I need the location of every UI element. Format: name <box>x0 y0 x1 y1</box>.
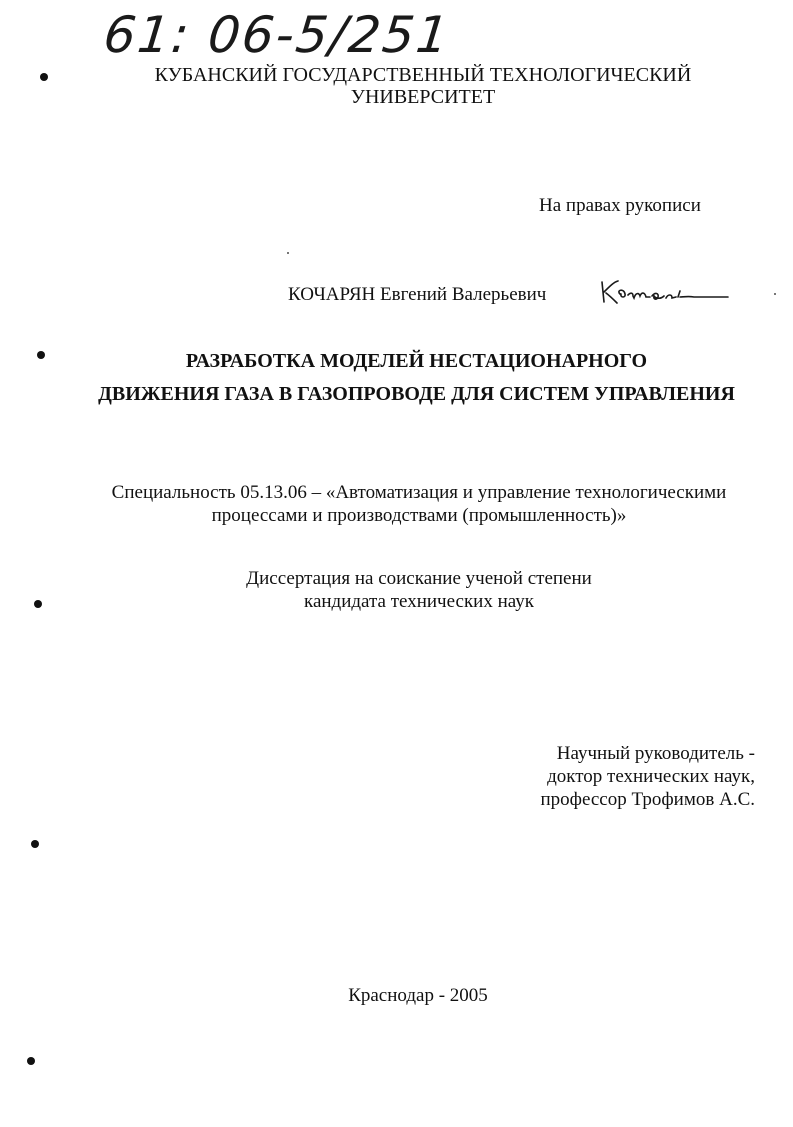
degree-line-2: кандидата технических наук <box>304 591 534 612</box>
author-name: КОЧАРЯН Евгений Валерьевич <box>288 284 547 305</box>
thesis-title-line-1: РАЗРАБОТКА МОДЕЛЕЙ НЕСТАЦИОНАРНОГО <box>185 350 648 372</box>
university-header <box>0 64 793 108</box>
degree-line-1: Диссертация на соискание ученой степени <box>246 568 592 589</box>
rights-note: На правах рукописи <box>539 195 701 216</box>
degree-statement <box>0 567 793 613</box>
scan-speck <box>774 293 776 295</box>
specialty <box>0 481 793 527</box>
handwritten-call-number: 61: 06-5/251 <box>100 6 454 64</box>
supervisor-line-1: Научный руководитель - <box>556 743 755 764</box>
university-line-1: КУБАНСКИЙ ГОСУДАРСТВЕННЫЙ ТЕХНОЛОГИЧЕСКИЙ <box>154 64 692 86</box>
specialty-line-1: Специальность 05.13.06 – «Автоматизация и управление технологическими <box>111 482 727 503</box>
specialty-line-2: процессами и производствами (промышленность)» <box>211 505 627 526</box>
thesis-title <box>0 345 793 411</box>
scan-speck <box>287 252 289 254</box>
university-line-2: УНИВЕРСИТЕТ <box>350 86 496 108</box>
author-signature <box>598 276 732 308</box>
binder-hole-5 <box>27 1057 35 1065</box>
binder-hole-4 <box>31 840 39 848</box>
supervisor-block <box>520 742 755 811</box>
supervisor-line-3: профессор Трофимов А.С. <box>540 789 755 810</box>
place-year: Краснодар - 2005 <box>348 985 488 1006</box>
thesis-title-line-2: ДВИЖЕНИЯ ГАЗА В ГАЗОПРОВОДЕ ДЛЯ СИСТЕМ УПРАВЛЕНИЯ <box>98 383 735 405</box>
supervisor-line-2: доктор технических наук, <box>547 766 755 787</box>
